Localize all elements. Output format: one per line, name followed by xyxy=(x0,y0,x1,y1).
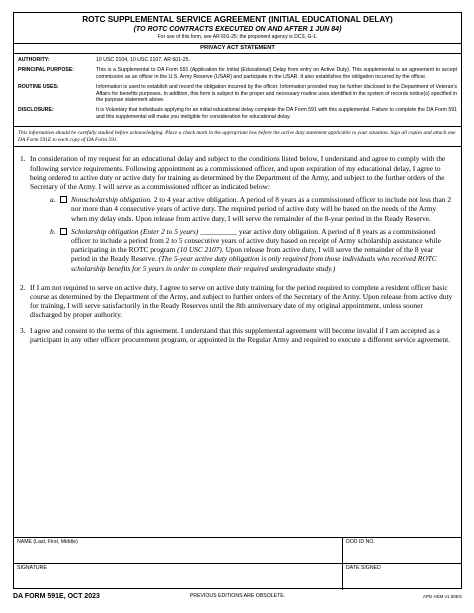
dod-id-field[interactable] xyxy=(343,538,461,564)
privacy-row-disclosure xyxy=(18,107,457,120)
paragraph-3 xyxy=(20,326,453,344)
paragraph-1 xyxy=(20,154,453,276)
dod-id-label: DOD ID NO. xyxy=(346,539,375,545)
name-label: NAME (Last, First, Middle) xyxy=(17,539,78,545)
form-footer xyxy=(13,591,462,601)
privacy-row-purpose xyxy=(18,67,457,80)
apd-version: APD AEM v1.00ES xyxy=(422,593,462,599)
privacy-text: Information is used to establish and record the obligation incurred by the officer. Information provided may be further disclosed to the Department of Veteran's Affairs for benefits purposes. In addition, this form is subject to the proper and necessary routine uses identified in the system of records notice(s) specified in the purpose statement above. xyxy=(96,84,457,104)
option-a xyxy=(50,195,453,223)
date-signed-label: DATE SIGNED xyxy=(346,565,381,571)
option-a-title: Nonscholarship obligation. xyxy=(71,195,152,205)
obsolete-notice: PREVIOUS EDITIONS ARE OBSOLETE. xyxy=(189,593,286,599)
option-letter: b. xyxy=(50,226,56,236)
privacy-text: 10 USC 2104, 10 USC 2107, AR 601-25. xyxy=(96,57,191,63)
signature-field[interactable] xyxy=(14,564,343,590)
instruction-note: This information should be carefully studied before acknowledging. Place a check mark in the appropriate box before the active duty statement applicable to your situation. Sign all copies and attach one DA Form 591E to each copy of DA Form 591. xyxy=(14,127,461,147)
paragraph-2-text: If I am not required to serve on active duty, I agree to serve on active duty training for the period required to complete a resident officer basic course as determined by the Department of the Army, and subject to further orders of the Secretary of the Army. Upon release from active duty for training, I will serve satisfactorily in the Ready Reserves until the 8th anniversary date of my original appointment, unless sooner discharged by proper authority. xyxy=(30,282,453,320)
form-number: DA FORM 591E, OCT 2023 xyxy=(13,592,100,600)
signature-label: SIGNATURE xyxy=(17,565,47,571)
name-field[interactable] xyxy=(14,538,343,564)
option-b-citation: (10 USC 2107). xyxy=(177,245,224,255)
privacy-row-authority xyxy=(18,57,457,63)
paragraph-2 xyxy=(20,283,453,320)
privacy-title: PRIVACY ACT STATEMENT xyxy=(14,44,461,54)
form-subtitle: (TO ROTC CONTRACTS EXECUTED ON AND AFTER 1 JUN 84) xyxy=(133,26,342,33)
form-title: ROTC SUPPLEMENTAL SERVICE AGREEMENT (INITIAL EDUCATIONAL DELAY) xyxy=(82,15,393,24)
paragraph-number: 2. xyxy=(20,282,26,292)
nonscholarship-checkbox[interactable] xyxy=(60,196,67,203)
privacy-row-routine-uses xyxy=(18,84,457,103)
form-sheet xyxy=(13,12,462,589)
use-note: For use of this form, see AR 601-25; the proponent agency is DCS, G-1. xyxy=(157,34,318,40)
form-header xyxy=(14,13,461,44)
option-letter: a. xyxy=(50,195,56,205)
option-b-note: (The 5-year active duty obligation is only required from those individuals who received ROTC scholarship benefits for 5 years in order to complete their required undergraduate study.) xyxy=(71,254,437,273)
privacy-text: This is a Supplemental to DA Form 591 (Application for Initial (Educational) Delay from entry on Active Duty). This supplemental is an agreement to accept commission as an officer in the U.S. Army Reserve (USAR) and participate in the USAR. It also establishes the obligation incurred by the officer. xyxy=(96,67,457,80)
signature-row xyxy=(14,563,461,590)
date-signed-field[interactable] xyxy=(343,564,461,590)
option-b xyxy=(50,227,453,273)
paragraph-3-text: I agree and consent to the terms of this agreement. I understand that this supplemental agreement will become invalid if I am accepted as a participant in any other officer procurement program, or appointed in the Regular Army and required to execute a different service agreement. xyxy=(30,325,451,344)
privacy-label: ROUTINE USES: xyxy=(18,84,59,91)
paragraph-number: 3. xyxy=(20,325,26,335)
option-b-text-2: Upon release from active duty, I will serve the remainder of the 8 year period in the Ready Reserve. xyxy=(71,245,434,264)
agreement-body xyxy=(14,147,461,344)
privacy-label: PRINCIPAL PURPOSE: xyxy=(18,67,75,74)
option-a-text: 2 to 4 year active obligation. A period of 8 years as a commissioned officer to include not less than 2 nor more than 4 consecutive years of active duty. The required period of active duty will be based on the needs of the Army when my delay ends. Upon release from active duty, I will serve the remainder of the 8-year period in the Ready Reserve. xyxy=(71,195,452,223)
option-b-text: year active duty obligation. A period of 8 years as a commissioned officer to include a period from 2 to 5 consecutive years of active duty based on receipt of Army scholarship assistance while participating in the ROTC program xyxy=(71,226,441,255)
privacy-label: AUTHORITY: xyxy=(18,57,50,63)
privacy-label: DISCLOSURE: xyxy=(18,107,54,114)
scholarship-checkbox[interactable] xyxy=(60,228,67,235)
privacy-text: It is Voluntary that individuals applying for an initial educational delay complete the DA Form 591 with this supplemental. Failure to complete the DA Form 591 and this supplemental will make you ineligible for consideration for educational delay. xyxy=(96,107,457,120)
privacy-statement xyxy=(14,54,461,127)
option-b-title[interactable]: Scholarship obligation (Enter 2 to 5 years) __________ xyxy=(71,226,238,236)
name-row xyxy=(14,537,461,564)
paragraph-1-text: In consideration of my request for an educational delay and subject to the conditions listed below, I understand and agree to comply with the following service requirements. Following appointment as a commissioned officer, and upon expiration of my educational delay, I agree to being ordered to active duty or active duty for training as determined by the Department of the Army, and subject to the further orders of the Secretary of the Army. I will serve as a commissioned officer as indicated below: xyxy=(30,154,446,192)
paragraph-number: 1. xyxy=(20,154,26,164)
